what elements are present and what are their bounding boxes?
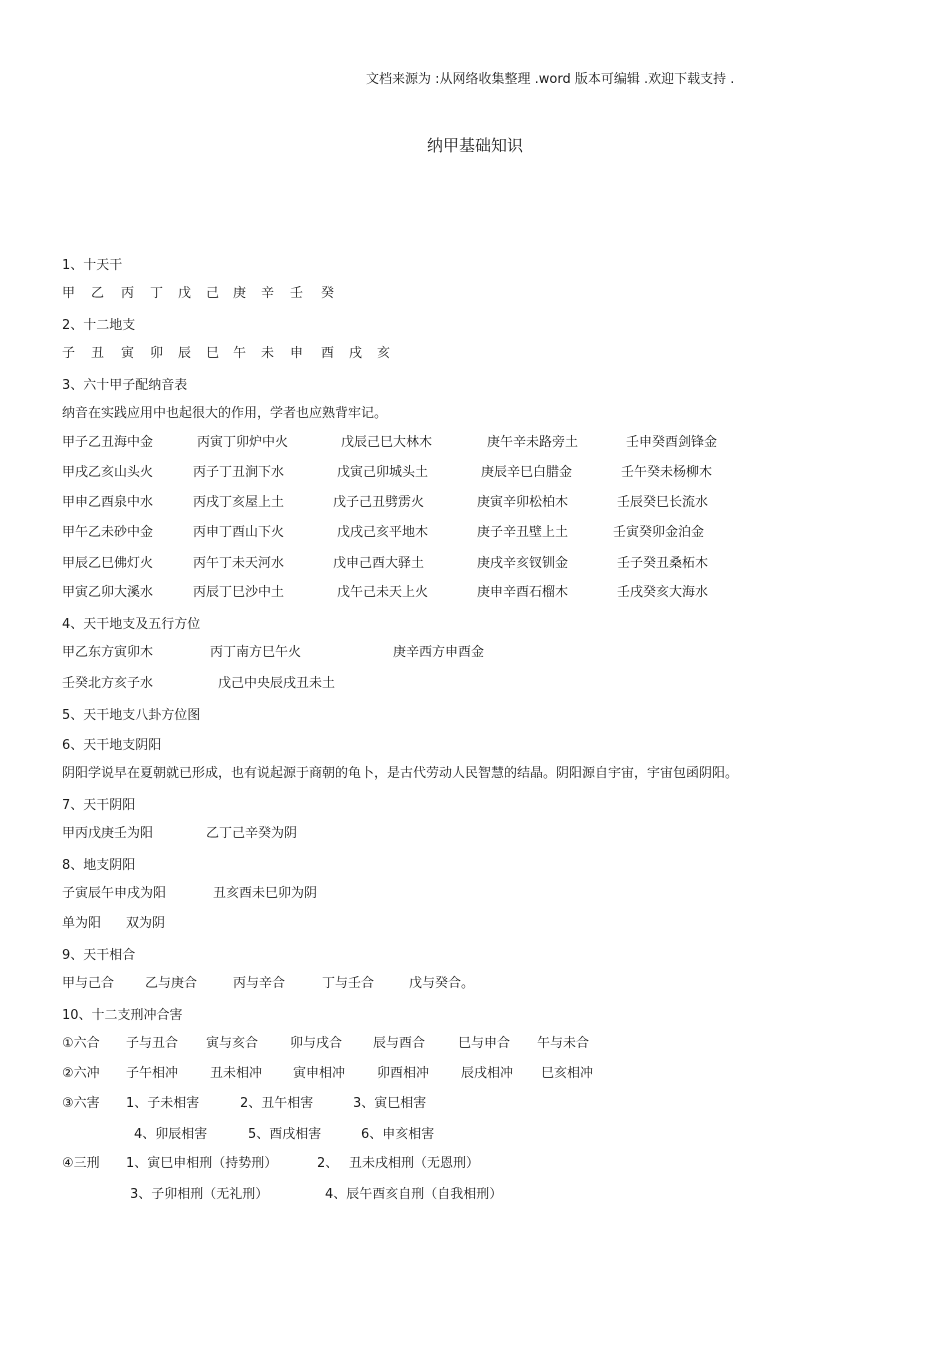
section-1-heading: 1、十天干 [62, 258, 123, 273]
liuhe-item: 辰与酉合 [373, 1036, 426, 1051]
nayin-cell: 丙申丁酉山下火 [193, 525, 285, 540]
stem-combination-item: 丁与壬合 [322, 976, 375, 991]
branch-item: 寅 [121, 346, 135, 361]
nayin-cell: 戊午己未天上火 [337, 585, 429, 600]
document-title: 纳甲基础知识 [426, 136, 523, 155]
nayin-cell: 丙子丁丑涧下水 [193, 465, 285, 480]
stem-yinyang-item: 乙丁己辛癸为阴 [206, 826, 298, 841]
nayin-cell: 壬子癸丑桑柘木 [617, 556, 709, 571]
nayin-cell: 甲戌乙亥山头火 [62, 465, 154, 480]
nayin-cell: 庚子辛丑壁上土 [477, 525, 569, 540]
liuhai-item: 2、丑午相害 [240, 1096, 314, 1111]
stem-item: 辛 [261, 286, 275, 301]
branch-item: 申 [290, 346, 304, 361]
section-6-heading: 6、天干地支阴阳 [62, 738, 162, 753]
nayin-cell: 庚辰辛巳白腊金 [481, 465, 573, 480]
liuhe-item: 卯与戌合 [290, 1036, 343, 1051]
stem-item: 壬 [290, 286, 304, 301]
nayin-cell: 甲寅乙卯大溪水 [62, 585, 154, 600]
branch-item: 巳 [206, 346, 220, 361]
nayin-cell: 庚寅辛卯松柏木 [477, 495, 569, 510]
direction-item: 丙丁南方巳午火 [210, 645, 302, 660]
nayin-cell: 甲申乙酉泉中水 [62, 495, 154, 510]
section-5-heading: 5、天干地支八卦方位图 [62, 708, 201, 723]
nayin-cell: 戊子己丑劈雳火 [333, 495, 425, 510]
nayin-cell: 丙午丁未天河水 [193, 556, 285, 571]
stem-item: 己 [206, 286, 220, 301]
liuhai-item: 6、申亥相害 [361, 1127, 435, 1142]
stem-combination-item: 乙与庚合 [145, 976, 198, 991]
liuchong-item: 巳亥相冲 [541, 1066, 594, 1081]
liuhe-label: ①六合 [62, 1036, 100, 1051]
liuhe-item: 巳与申合 [458, 1036, 511, 1051]
nayin-cell: 戊戌己亥平地木 [337, 525, 429, 540]
liuchong-item: 寅申相冲 [293, 1066, 346, 1081]
section-9-heading: 9、天干相合 [62, 948, 136, 963]
liuchong-item: 卯酉相冲 [377, 1066, 430, 1081]
liuchong-label: ②六冲 [62, 1066, 100, 1081]
direction-item: 甲乙东方寅卯木 [62, 645, 154, 660]
nayin-cell: 壬寅癸卯金泊金 [613, 525, 705, 540]
liuhe-item: 寅与亥合 [206, 1036, 259, 1051]
nayin-cell: 甲午乙未砂中金 [62, 525, 154, 540]
branch-item: 午 [233, 346, 247, 361]
branch-item: 丑 [91, 346, 105, 361]
nayin-cell: 壬戌癸亥大海水 [617, 585, 709, 600]
liuchong-item: 子午相冲 [126, 1066, 179, 1081]
sanxing-label: ④三刑 [62, 1156, 100, 1171]
direction-item: 庚辛西方申酉金 [393, 645, 485, 660]
nayin-cell: 庚申辛酉石榴木 [477, 585, 569, 600]
source-header: 文档来源为 :从网络收集整理 .word 版本可编辑 .欢迎下载支持 . [366, 72, 735, 87]
nayin-cell: 壬辰癸巳长流水 [617, 495, 709, 510]
liuhai-item: 1、子未相害 [126, 1096, 200, 1111]
nayin-cell: 戊寅己卯城头土 [337, 465, 429, 480]
nayin-cell: 庚午辛未路旁土 [487, 435, 579, 450]
direction-item: 戊己中央辰戌丑未土 [218, 676, 336, 691]
liuhai-item: 5、酉戌相害 [248, 1127, 322, 1142]
liuchong-item: 辰戌相冲 [461, 1066, 514, 1081]
branch-item: 亥 [377, 346, 391, 361]
sanxing-item: 丑未戌相刑（无恩刑） [349, 1156, 480, 1171]
stem-item: 乙 [91, 286, 105, 301]
stem-yinyang-item: 甲丙戊庚壬为阳 [62, 826, 154, 841]
yinyang-paragraph: 阴阳学说早在夏朝就已形成，也有说起源于商朝的龟卜，是古代劳动人民智慧的结晶。阴阳源自宇宙，宇宙包函阴阳。 [62, 766, 739, 781]
nayin-cell: 丙戌丁亥屋上土 [193, 495, 285, 510]
stem-item: 庚 [233, 286, 247, 301]
liuhe-item: 子与丑合 [126, 1036, 179, 1051]
section-4-heading: 4、天干地支及五行方位 [62, 617, 201, 632]
sanxing-item: 3、子卯相刑（无礼刑） [130, 1187, 269, 1202]
nayin-cell: 甲辰乙巳佛灯火 [62, 556, 154, 571]
nayin-cell: 丙寅丁卯炉中火 [197, 435, 289, 450]
liuhai-label: ③六害 [62, 1096, 100, 1111]
branch-yinyang-item: 丑亥酉未巳卯为阴 [213, 886, 318, 901]
branch-item: 卯 [150, 346, 164, 361]
nayin-cell: 壬午癸未杨柳木 [621, 465, 713, 480]
nayin-cell: 甲子乙丑海中金 [62, 435, 154, 450]
nayin-cell: 丙辰丁巳沙中土 [193, 585, 285, 600]
liuchong-item: 丑未相冲 [210, 1066, 263, 1081]
nayin-cell: 戊辰己巳大林木 [341, 435, 433, 450]
branch-item: 戌 [349, 346, 363, 361]
section-2-heading: 2、十二地支 [62, 318, 136, 333]
nayin-cell: 庚戌辛亥钗钏金 [477, 556, 569, 571]
liuhe-item: 午与未合 [537, 1036, 590, 1051]
odd-even-item: 双为阴 [126, 916, 166, 931]
sanxing-item: 2、 [317, 1156, 339, 1171]
section-7-heading: 7、天干阴阳 [62, 798, 136, 813]
section-3-heading: 3、六十甲子配纳音表 [62, 378, 188, 393]
branch-yinyang-item: 子寅辰午申戌为阳 [62, 886, 167, 901]
liuhai-item: 4、卯辰相害 [134, 1127, 208, 1142]
nayin-cell: 壬申癸酉剑锋金 [626, 435, 718, 450]
branch-item: 辰 [178, 346, 192, 361]
nayin-intro: 纳音在实践应用中也起很大的作用，学者也应熟背牢记。 [62, 406, 388, 421]
stem-combination-item: 丙与辛合 [233, 976, 286, 991]
stem-item: 戊 [178, 286, 192, 301]
branch-item: 子 [62, 346, 76, 361]
section-10-heading: 10、十二支刑冲合害 [62, 1008, 183, 1023]
section-8-heading: 8、地支阴阳 [62, 858, 136, 873]
stem-item: 丙 [121, 286, 135, 301]
stem-combination-item: 甲与己合 [62, 976, 115, 991]
stem-item: 甲 [62, 286, 76, 301]
sanxing-item: 1、寅巳申相刑（持势刑） [126, 1156, 278, 1171]
odd-even-item: 单为阳 [62, 916, 102, 931]
direction-item: 壬癸北方亥子水 [62, 676, 154, 691]
sanxing-item: 4、辰午酉亥自刑（自我相刑） [325, 1187, 503, 1202]
stem-combination-item: 戊与癸合。 [409, 976, 475, 991]
stem-item: 丁 [150, 286, 164, 301]
branch-item: 酉 [321, 346, 335, 361]
nayin-cell: 戊申己酉大驿土 [333, 556, 425, 571]
liuhai-item: 3、寅巳相害 [353, 1096, 427, 1111]
branch-item: 未 [261, 346, 275, 361]
stem-item: 癸 [321, 286, 335, 301]
